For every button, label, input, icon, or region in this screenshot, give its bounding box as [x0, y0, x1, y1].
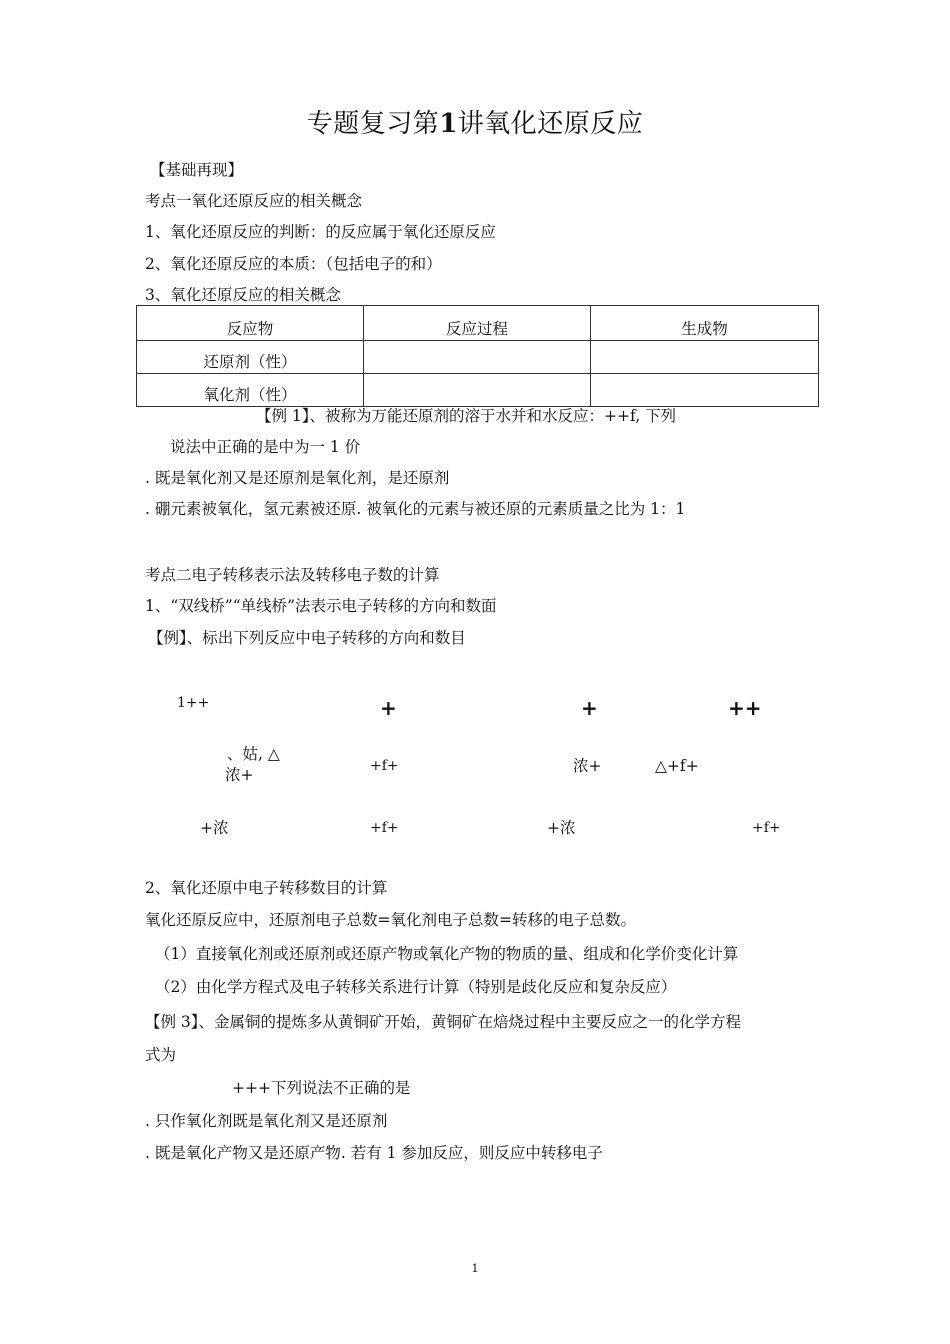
table-header-cell: 生成物 — [591, 306, 819, 341]
reaction-text: 浓+ — [225, 766, 254, 784]
reaction-text: +f+ — [370, 758, 399, 774]
paragraph: 氧化还原反应中，还原剂电子总数=氧化剂电子总数=转移的电子总数。 — [145, 911, 636, 929]
page-number: 1 — [471, 1262, 479, 1275]
paragraph: 说法中正确的是中为一 1 价 — [170, 438, 361, 456]
concept-table — [136, 305, 819, 407]
topic-two-heading: 考点二电子转移表示法及转移电子数的计算 — [145, 566, 440, 584]
paragraph: 3、氧化还原反应的相关概念 — [145, 286, 341, 304]
table-header-cell: 反应物 — [137, 306, 364, 341]
reaction-text: ++ — [728, 696, 762, 720]
paragraph: （1）直接氧化剂或还原剂或还原产物或氧化产物的物质的量、组成和化学价变化计算 — [155, 945, 739, 963]
example-three: 【例 3】、金属铜的提炼多从黄铜矿开始，黄铜矿在焙烧过程中主要反应之一的化学方程 — [145, 1013, 742, 1031]
option: . 既是氧化产物又是还原产物. 若有 1 参加反应，则反应中转移电子 — [145, 1144, 603, 1162]
reaction-text: +浓 — [547, 819, 576, 837]
section-heading-basics: 【基础再现】 — [150, 161, 244, 179]
reaction-text: 1++ — [177, 695, 210, 711]
page-title: 专题复习第1讲氧化还原反应 — [306, 109, 644, 139]
example-one: 【例 1】、被称为万能还原剂的溶于水并和水反应：++f, 下列 — [256, 407, 677, 425]
table-header-row — [137, 306, 819, 341]
reaction-text: +浓 — [200, 819, 229, 837]
paragraph: +++下列说法不正确的是 — [232, 1079, 411, 1097]
reaction-text: 、姑, △ — [227, 745, 280, 763]
paragraph: 2、氧化还原中电子转移数目的计算 — [145, 879, 388, 897]
table-row — [137, 374, 819, 407]
paragraph: 1、氧化还原反应的判断：的反应属于氧化还原反应 — [145, 223, 496, 241]
option: . 既是氧化剂又是还原剂是氧化剂，是还原剂 — [145, 469, 450, 487]
paragraph: （2）由化学方程式及电子转移关系进行计算（特别是歧化反应和复杂反应） — [155, 978, 677, 996]
reaction-text: +f+ — [370, 820, 399, 836]
paragraph: 式为 — [145, 1046, 177, 1064]
reaction-text: + — [581, 696, 598, 720]
table-cell — [364, 374, 591, 407]
table-cell: 还原剂（性） — [137, 341, 364, 374]
reaction-text: 浓+ — [573, 757, 602, 775]
table-cell: 氧化剂（性） — [137, 374, 364, 407]
paragraph: 1、“双线桥”“单线桥”法表示电子转移的方向和数面 — [145, 597, 497, 615]
reaction-text: + — [380, 696, 397, 720]
paragraph: 2、氧化还原反应的本质：（包括电子的和） — [145, 255, 442, 273]
table-row — [137, 341, 819, 374]
option: . 硼元素被氧化，氢元素被还原. 被氧化的元素与被还原的元素质量之比为 1：1 — [145, 500, 686, 518]
example-two: 【例】、标出下列反应中电子转移的方向和数目 — [148, 629, 466, 647]
table-cell — [364, 341, 591, 374]
table-cell — [591, 374, 819, 407]
option: . 只作氧化剂既是氧化剂又是还原剂 — [145, 1112, 388, 1130]
reaction-text: △+f+ — [655, 757, 699, 775]
table-header-cell: 反应过程 — [364, 306, 591, 341]
table-cell — [591, 341, 819, 374]
reaction-text: +f+ — [752, 820, 781, 836]
topic-one-heading: 考点一氧化还原反应的相关概念 — [145, 192, 363, 210]
